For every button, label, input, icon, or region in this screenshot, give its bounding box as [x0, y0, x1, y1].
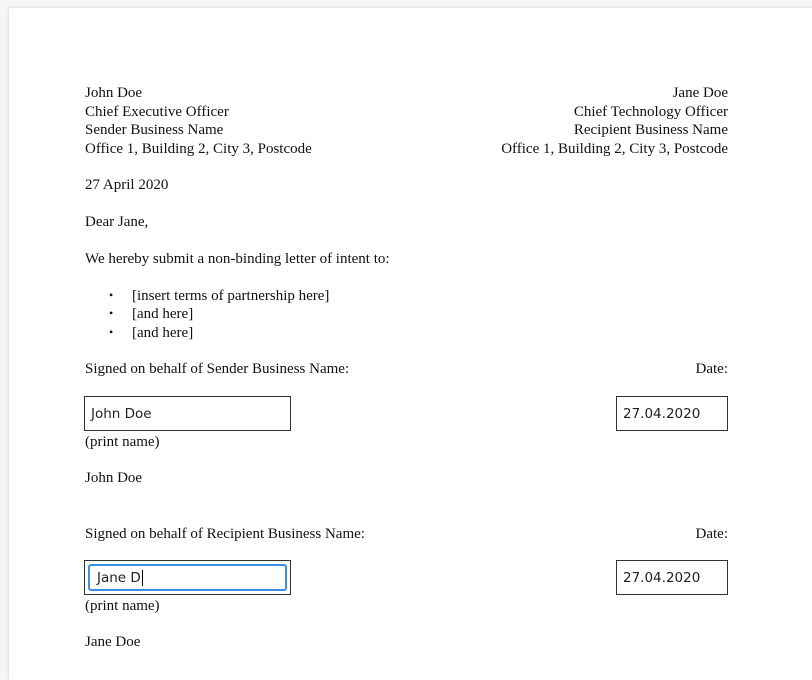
sender-date-value: 27.04.2020	[623, 405, 701, 422]
sender-print-name-caption: (print name)	[85, 434, 160, 450]
letter-date: 27 April 2020	[85, 177, 169, 193]
greeting: Dear Jane,	[85, 214, 149, 230]
list-item: [and here]	[132, 325, 194, 341]
intro-text: We hereby submit a non-binding letter of intent to:	[85, 251, 390, 267]
sender-date-label: Date:	[695, 361, 728, 377]
recipient-address: Office 1, Building 2, City 3, Postcode	[501, 141, 728, 157]
list-item: [insert terms of partnership here]	[132, 288, 330, 304]
list-item: [and here]	[132, 306, 194, 322]
sender-name: John Doe	[85, 85, 143, 101]
recipient-date-value: 27.04.2020	[623, 569, 701, 586]
sender-title: Chief Executive Officer	[85, 104, 229, 120]
sender-business: Sender Business Name	[85, 122, 224, 138]
bullet-icon: •	[109, 306, 114, 320]
sender-print-name-value: John Doe	[91, 405, 152, 422]
recipient-print-name-value: Jane D	[97, 569, 141, 586]
sender-date-field[interactable]	[616, 396, 728, 431]
sender-signature-label: Signed on behalf of Sender Business Name:	[85, 361, 350, 377]
recipient-printed-name: Jane Doe	[85, 634, 141, 650]
bullet-icon: •	[109, 325, 114, 339]
sender-printed-name: John Doe	[85, 470, 143, 486]
recipient-signature-label: Signed on behalf of Recipient Business Name:	[85, 526, 365, 542]
recipient-print-name-field[interactable]	[84, 560, 291, 595]
sender-address: Office 1, Building 2, City 3, Postcode	[85, 141, 312, 157]
sender-print-name-field[interactable]	[84, 396, 291, 431]
recipient-title: Chief Technology Officer	[573, 104, 728, 120]
text-caret	[142, 570, 143, 586]
recipient-date-label: Date:	[695, 526, 728, 542]
recipient-date-field[interactable]	[616, 560, 728, 595]
document-page	[9, 8, 812, 680]
recipient-name: Jane Doe	[672, 85, 728, 101]
recipient-business: Recipient Business Name	[573, 122, 728, 138]
recipient-print-name-input[interactable]	[88, 564, 287, 591]
bullet-icon: •	[109, 288, 114, 302]
recipient-print-name-caption: (print name)	[85, 598, 160, 614]
